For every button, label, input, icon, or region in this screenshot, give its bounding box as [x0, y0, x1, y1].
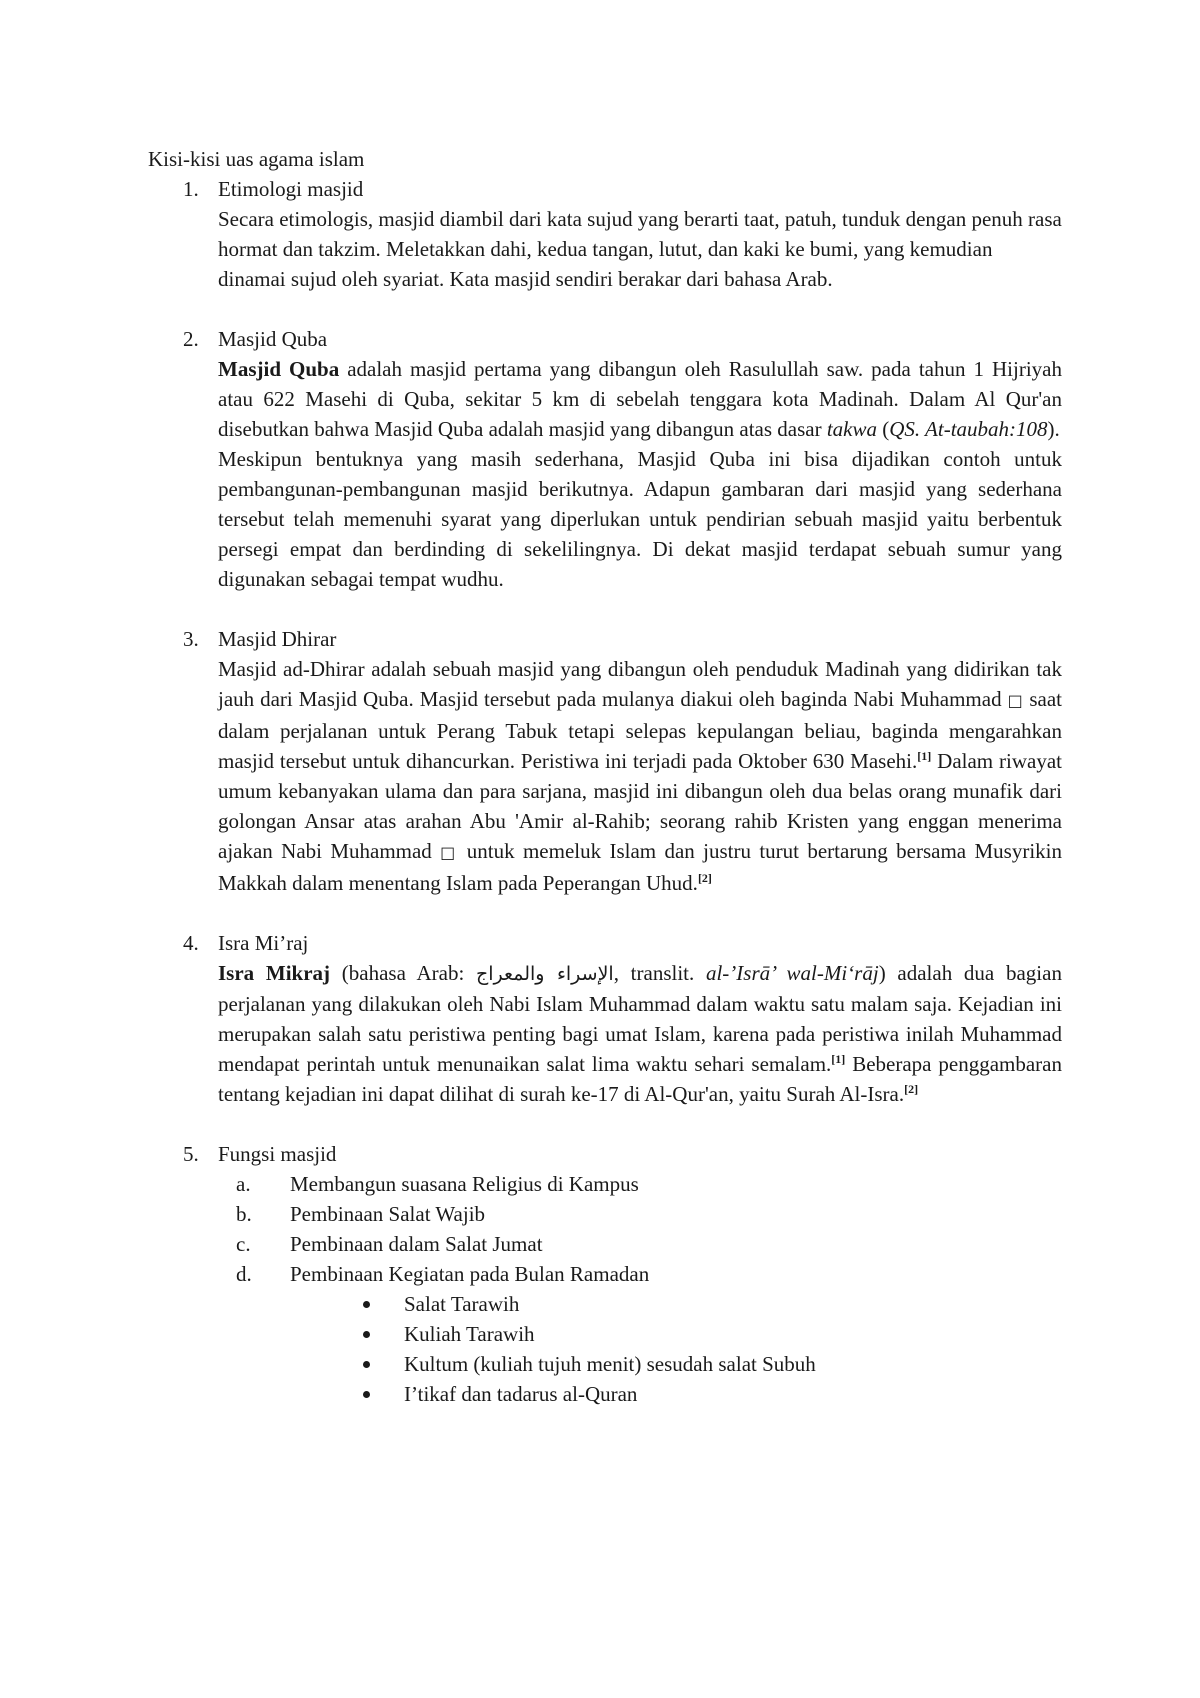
- text-run: saat dalam perjalanan untuk Perang Tabuk tetapi selepas kepulangan beliau, baginda mengarahkan masjid tersebut untuk dihancurkan. Peristiwa ini terjadi pada Oktober 630 Masehi.: [218, 687, 1062, 773]
- document-page: [148, 144, 1062, 1439]
- bullet-item: [290, 1379, 1062, 1409]
- arabic-text: الإسراء والمعراج: [476, 963, 614, 985]
- list-item-text: Pembinaan Salat Wajib: [290, 1202, 486, 1226]
- section-number: 1.: [183, 177, 199, 201]
- function-list: [218, 1169, 1062, 1409]
- missing-glyph-icon: □: [440, 843, 459, 862]
- text-run: Masjid ad-Dhirar adalah sebuah masjid yang dibangun oleh penduduk Madinah yang didirikan tak jauh dari Masjid Quba. Masjid tersebut pada mulanya diakui oleh baginda Nabi Muhammad: [218, 657, 1062, 711]
- list-label: d.: [236, 1262, 252, 1286]
- section-number: 3.: [183, 627, 199, 651]
- text-run: ) adalah dua bagian perjalanan yang dilakukan oleh Nabi Islam Muhammad dalam waktu satu malam saja. Kejadian ini merupakan salah satu peristiwa penting bagi umat Islam, karena pada peristiwa inilah Muhammad mendapat perintah untuk menunaikan salat lima waktu sehari semalam.: [218, 961, 1062, 1076]
- document-title: Kisi-kisi uas agama islam: [148, 147, 365, 171]
- text-run: (: [877, 417, 890, 441]
- text-run: Dalam riwayat umum kebanyakan ulama dan para sarjana, masjid ini dibangun oleh dua belas orang munafik dari golongan Ansar atas arahan Abu 'Amir al-Rahib; seorang rahib Kristen yang enggan menerima ajakan Nabi Muhammad: [218, 749, 1062, 863]
- text-run: ).: [1047, 417, 1060, 441]
- section-number: 2.: [183, 327, 199, 351]
- list-item: [218, 1259, 1062, 1409]
- text-run: untuk memeluk Islam dan justru turut bertarung bersama Musyrikin Makkah dalam menentang Islam pada Peperangan Uhud.: [218, 839, 1062, 895]
- bullet-text: Kultum (kuliah tujuh menit) sesudah salat Subuh: [404, 1352, 816, 1376]
- text-run: Beberapa penggambaran tentang kejadian ini dapat dilihat di surah ke-17 di Al-Qur'an, yaitu Surah Al-Isra.: [218, 1052, 1062, 1106]
- section-masjid-quba: [148, 324, 1062, 594]
- list-label: a.: [236, 1172, 251, 1196]
- section-title: Masjid Dhirar: [218, 627, 337, 651]
- list-item-text: Pembinaan Kegiatan pada Bulan Ramadan: [290, 1262, 650, 1286]
- bullet-text: I’tikaf dan tadarus al-Quran: [404, 1382, 638, 1406]
- footnote-ref[interactable]: [1]: [831, 1052, 846, 1066]
- section-title: Etimologi masjid: [218, 177, 364, 201]
- section-fungsi-masjid: [148, 1139, 1062, 1409]
- bullet-icon: [363, 1301, 370, 1308]
- list-item: [218, 1169, 1062, 1199]
- quran-reference: QS. At-taubah:108: [889, 417, 1048, 441]
- footnote-ref[interactable]: [2]: [904, 1082, 919, 1096]
- bullet-item: [290, 1319, 1062, 1349]
- section-title: Masjid Quba: [218, 327, 328, 351]
- bullet-item: [290, 1289, 1062, 1319]
- section-masjid-dhirar: [148, 624, 1062, 898]
- bullet-text: Salat Tarawih: [404, 1292, 520, 1316]
- footnote-ref[interactable]: [1]: [917, 749, 932, 763]
- bold-term: Isra Mikraj: [218, 961, 331, 985]
- footnote-ref[interactable]: [2]: [697, 871, 712, 885]
- list-label: b.: [236, 1202, 252, 1226]
- section-paragraph: Secara etimologis, masjid diambil dari kata sujud yang berarti taat, patuh, tunduk dengan penuh rasa hormat dan takzim. Meletakkan dahi, kedua tangan, lutut, dan kaki ke bumi, yang kemudian dinamai sujud oleh syariat. Kata masjid sendiri berakar dari bahasa Arab.: [218, 207, 1062, 291]
- section-title: Fungsi masjid: [218, 1142, 337, 1166]
- section-paragraph: Meskipun bentuknya yang masih sederhana, Masjid Quba ini bisa dijadikan contoh untuk pembangunan-pembangunan masjid berikutnya. Adapun gambaran dari masjid yang sederhana tersebut telah memenuhi syarat yang diperlukan untuk pendirian sebuah masjid yaitu berbentuk persegi empat dan berdinding di sekelilingnya. Di dekat masjid terdapat sebuah sumur yang digunakan sebagai tempat wudhu.: [218, 447, 1062, 591]
- transliteration: al-’Isrā’ wal-Mi‘rāj: [705, 961, 879, 985]
- section-paragraph: [218, 958, 1062, 1109]
- text-run: , translit.: [613, 961, 706, 985]
- list-item: [218, 1229, 1062, 1259]
- italic-term: takwa: [826, 417, 878, 441]
- section-paragraph: [218, 654, 1062, 898]
- text-run: adalah masjid pertama yang dibangun oleh Rasulullah saw. pada tahun 1 Hijriyah atau 622 Masehi di Quba, sekitar 5 km di sebelah tenggara kota Madinah. Dalam Al Qur'an disebutkan bahwa Masjid Quba adalah masjid yang dibangun atas dasar: [218, 357, 1062, 441]
- bullet-text: Kuliah Tarawih: [404, 1322, 535, 1346]
- bold-term: Masjid Quba: [218, 357, 340, 381]
- list-item-text: Pembinaan dalam Salat Jumat: [290, 1232, 543, 1256]
- bullet-item: [290, 1349, 1062, 1379]
- bullet-icon: [363, 1331, 370, 1338]
- section-paragraph: [218, 354, 1062, 444]
- section-isra-miraj: [148, 928, 1062, 1109]
- missing-glyph-icon: □: [1007, 691, 1024, 710]
- list-label: c.: [236, 1232, 251, 1256]
- bullet-icon: [363, 1361, 370, 1368]
- section-number: 4.: [183, 931, 199, 955]
- bullet-icon: [363, 1391, 370, 1398]
- list-item: [218, 1199, 1062, 1229]
- section-etimologi: [148, 174, 1062, 294]
- section-number: 5.: [183, 1142, 199, 1166]
- text-run: (bahasa Arab:: [330, 961, 477, 985]
- section-list: [148, 174, 1062, 1409]
- section-title: Isra Mi’raj: [218, 931, 309, 955]
- ramadan-activity-list: [290, 1289, 1062, 1409]
- list-item-text: Membangun suasana Religius di Kampus: [290, 1172, 639, 1196]
